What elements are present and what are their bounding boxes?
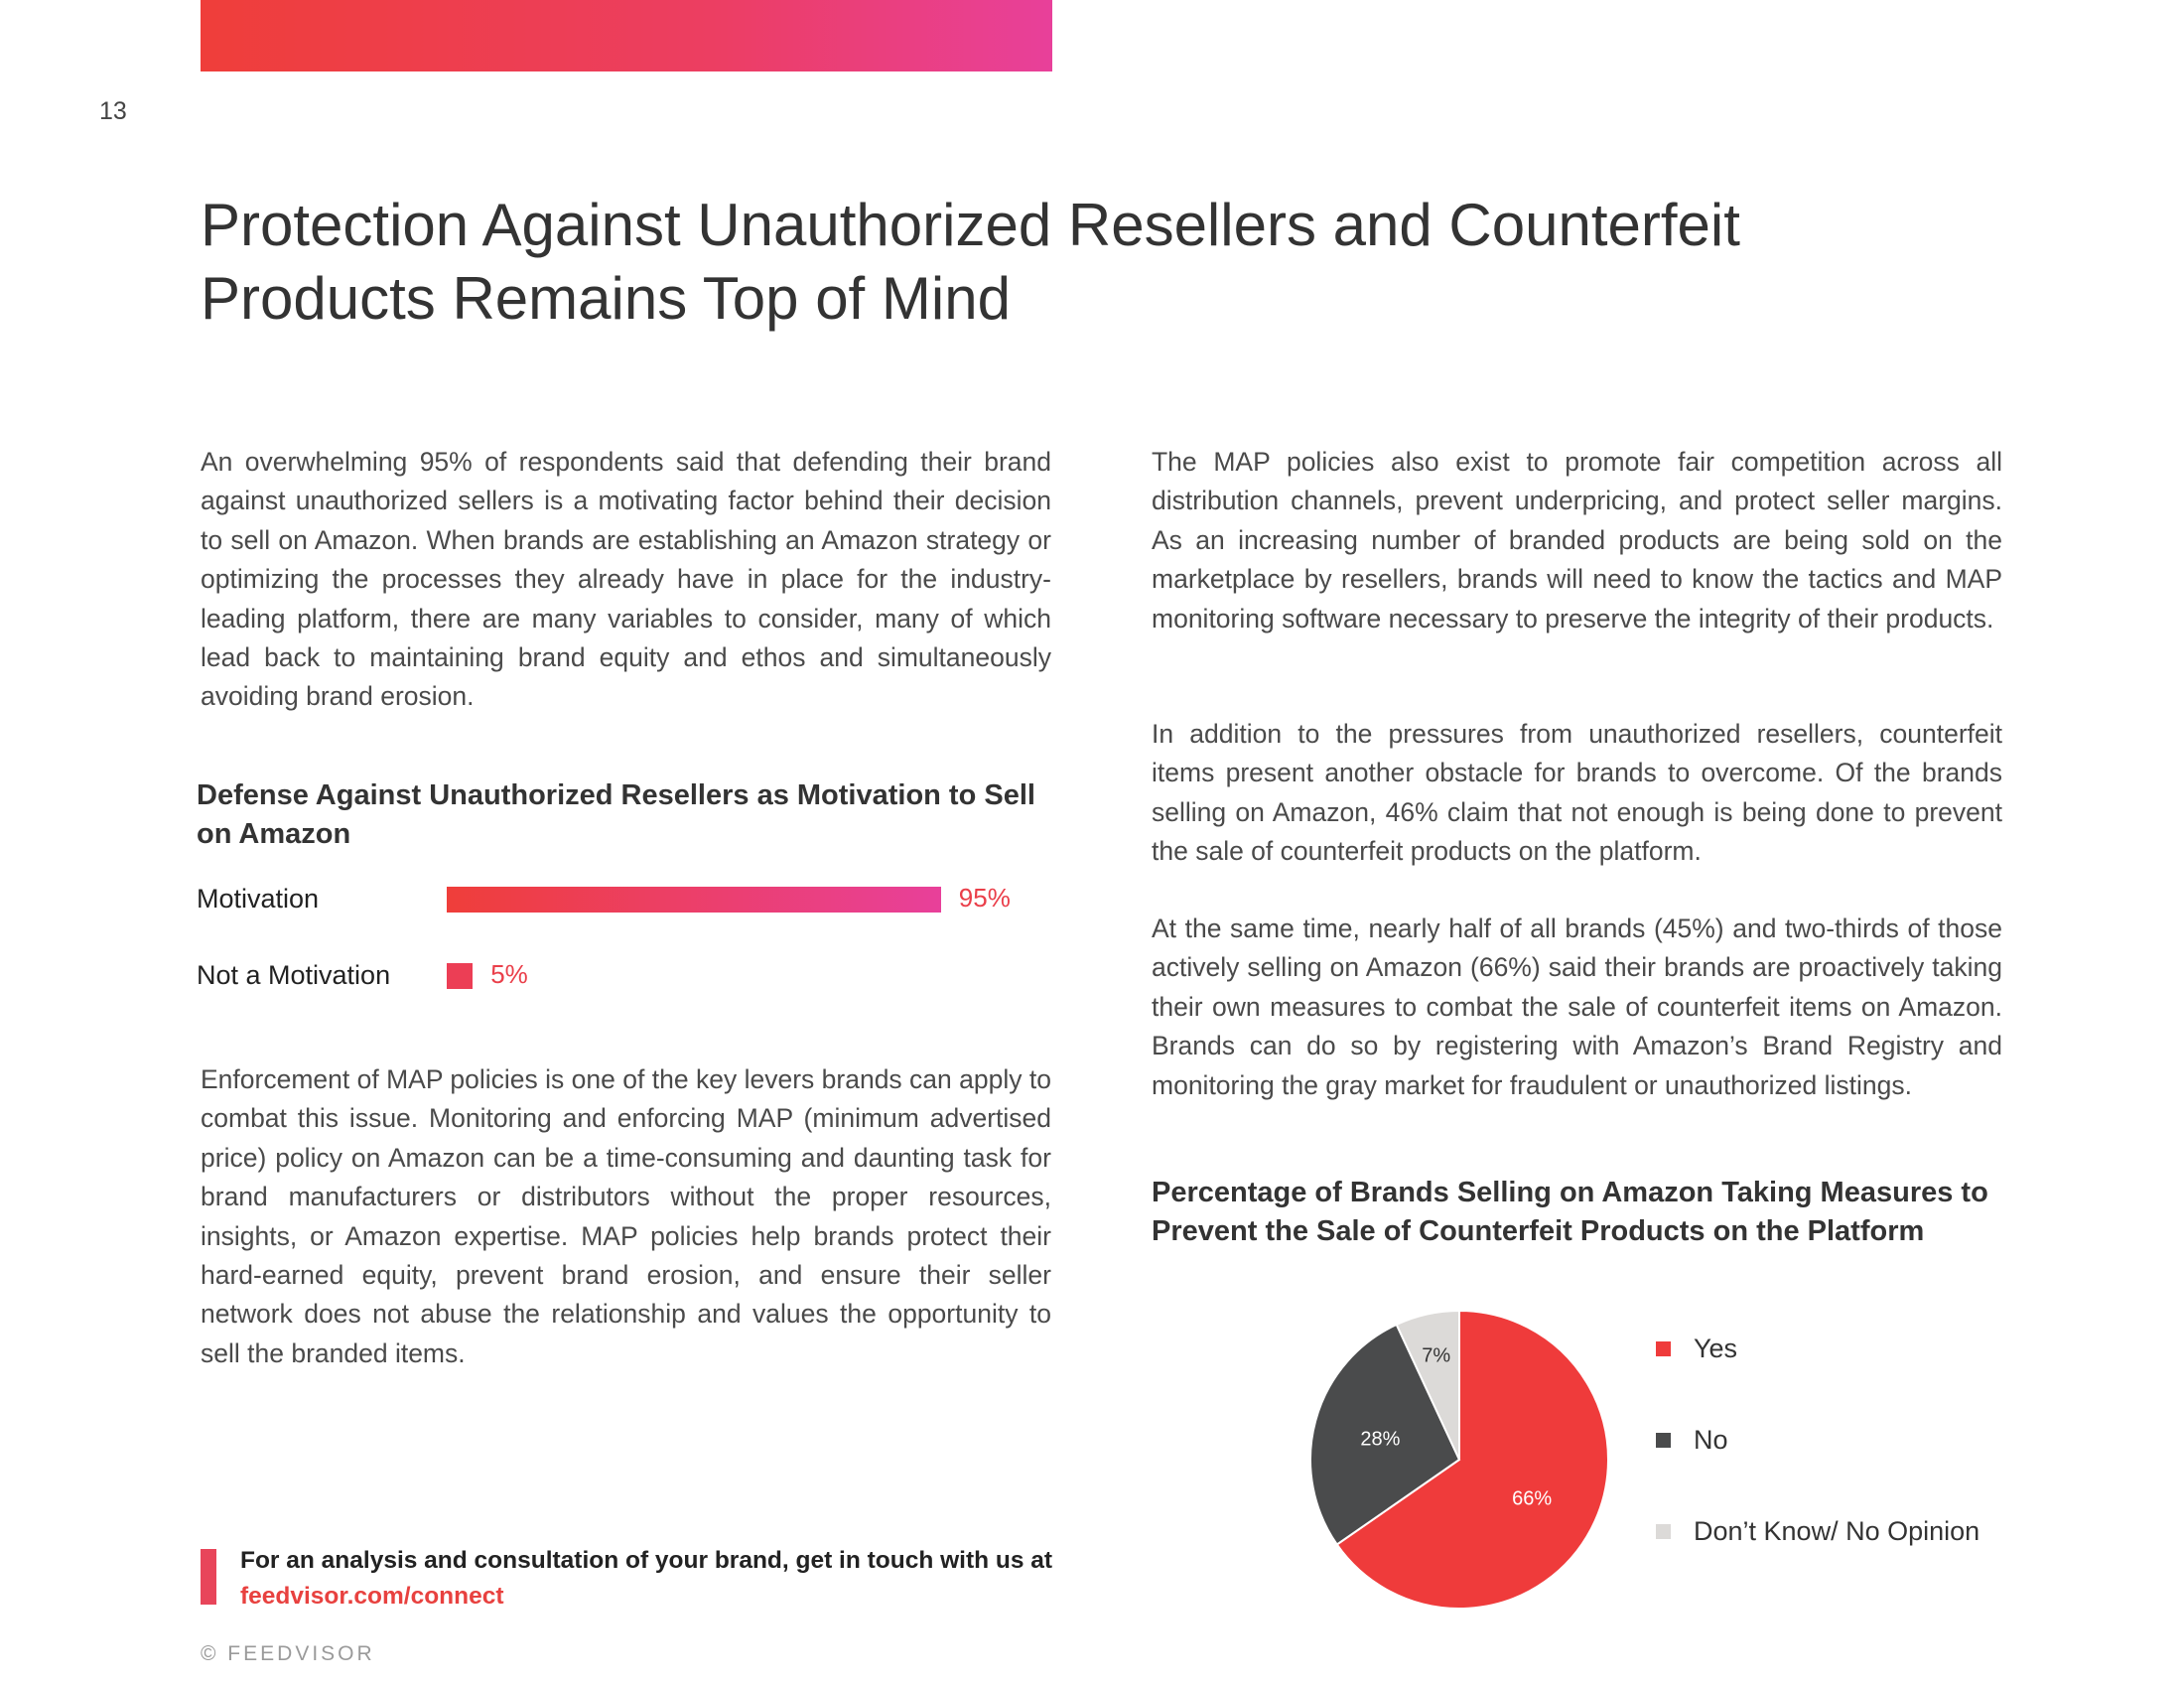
bar-value-motivation: 95% (958, 883, 1011, 913)
cta-text (240, 1543, 1064, 1615)
bar-value-not-a-motivation: 5% (490, 959, 528, 989)
legend-label-no: No (1694, 1425, 1728, 1455)
copyright: © FEEDVISOR (201, 1642, 375, 1665)
legend-swatch-no (1656, 1433, 1671, 1448)
legend-label-yes: Yes (1694, 1334, 1738, 1363)
counterfeit-paragraph: In addition to the pressures from unauthorized resellers, counterfeit items present another obstacle for brands to overcome. Of the brands selling on Amazon, 46% claim that not enough is being done to prevent the sale of counterfeit products on the platform. (1152, 719, 2002, 867)
measures-paragraph: At the same time, nearly half of all brands (45%) and two-thirds of those actively selling on Amazon (66%) said their brands are proactively taking their own measures to combat the sale of counterfeit items on Amazon. Brands can do so by registering with Amazon’s Brand Registry and monitoring the gray market for fraudulent or unauthorized listings. (1152, 914, 2002, 1100)
pie-chart (1300, 1301, 1618, 1618)
pie-chart-title: Percentage of Brands Selling on Amazon Taking Measures to Prevent the Sale of Counterfeit Products on the Platform (1152, 1177, 1988, 1247)
top-accent-bar (201, 0, 1052, 71)
enforcement-paragraph: Enforcement of MAP policies is one of the key levers brands can apply to combat this issue. Monitoring and enforcing MAP (minimum advertised price) policy on Amazon can be a time-consuming and daunting task for brand manufacturers or distributors without the proper resources, insights, or Amazon expertise. MAP policies help brands protect their hard-earned equity, prevent brand erosion, and ensure their seller network does not abuse the relationship and values the opportunity to sell the branded items. (201, 1064, 1051, 1368)
cta-message: For an analysis and consultation of your brand, get in touch with us at (240, 1547, 1053, 1574)
legend-swatch-yes (1656, 1341, 1671, 1356)
map-policies-paragraph: The MAP policies also exist to promote fair competition across all distribution channels, prevent underpricing, and protect seller margins. As an increasing number of branded products are being sold on the marketplace by resellers, brands will need to know the tactics and MAP monitoring software necessary to preserve the integrity of their products. (1152, 447, 2002, 633)
bar-label-not-a-motivation: Not a Motivation (197, 960, 391, 990)
cta-link[interactable]: feedvisor.com/connect (240, 1583, 504, 1610)
page-title: Protection Against Unauthorized Resellers and Counterfeit Products Remains Top of Mind (201, 192, 1740, 332)
cta-accent-bar (201, 1549, 216, 1605)
intro-paragraph: An overwhelming 95% of respondents said that defending their brand against unauthorized sellers is a motivating factor behind their decision to sell on Amazon. When brands are establishing an Amazon strategy or optimizing the processes they already have in place for the industry-leading platform, there are many variables to consider, many of which lead back to maintaining brand equity and ethos and simultaneously avoiding brand erosion. (201, 447, 1051, 712)
bar-label-motivation: Motivation (197, 884, 320, 914)
page-number: 13 (99, 97, 127, 125)
pie-value-label-no: 28% (1360, 1428, 1401, 1451)
bar-chart-title: Defense Against Unauthorized Resellers as Motivation to Sell on Amazon (197, 779, 1035, 850)
legend-swatch-dont-know (1656, 1524, 1671, 1539)
pie-value-label-dont-know: 7% (1422, 1344, 1451, 1367)
legend-label-dont-know: Don’t Know/ No Opinion (1694, 1516, 1980, 1546)
bar-motivation (447, 887, 941, 913)
pie-value-label-yes: 66% (1512, 1487, 1553, 1510)
bar-not-a-motivation (447, 963, 473, 989)
